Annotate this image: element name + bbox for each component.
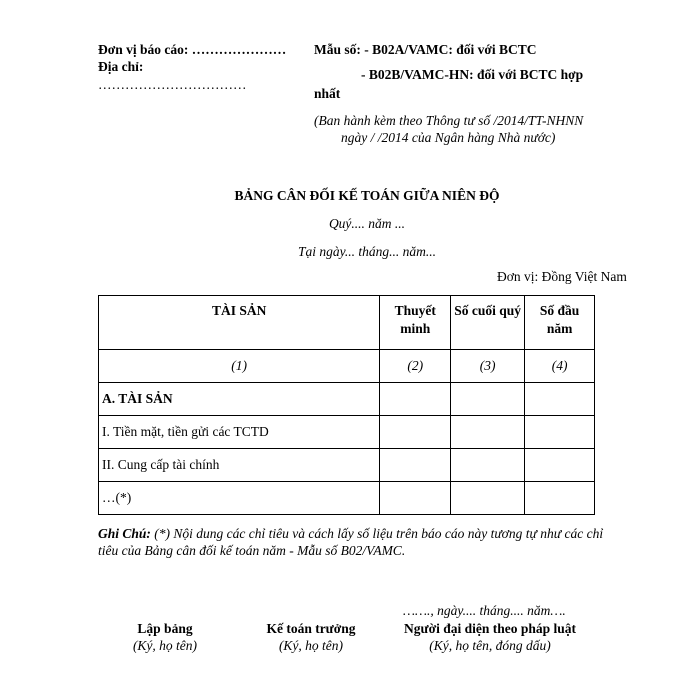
form-number-b-cont: nhất	[314, 86, 341, 101]
row-label-assets: A. TÀI SẢN	[99, 383, 380, 416]
chief-accountant-title: Kế toán trưởng	[266, 621, 356, 636]
header-assets: TÀI SẢN	[99, 296, 380, 350]
legal-rep-title: Người đại diện theo pháp luật	[404, 621, 576, 636]
table-row	[99, 482, 595, 515]
table-cell	[451, 482, 525, 515]
table-cell	[525, 383, 595, 416]
column-number: (1)	[99, 350, 380, 383]
circular-line-1: (Ban hành kèm theo Thông tư số /2014/TT-NHNN	[314, 113, 584, 128]
preparer-title: Lập bảng	[137, 621, 193, 636]
table-cell	[380, 449, 451, 482]
note-text-1: (*) Nội dung các chỉ tiêu và cách lấy số liệu trên báo cáo này tương tự như các chỉ	[150, 526, 604, 541]
quarter-line: Quý.... năm ...	[328, 216, 406, 231]
table-cell	[380, 482, 451, 515]
note-label: Ghi Chú:	[98, 526, 151, 541]
balance-sheet-table	[98, 295, 595, 515]
circular-line-2: ngày / /2014 của Ngân hàng Nhà nước)	[341, 130, 556, 145]
currency-unit: Đơn vị: Đồng Việt Nam	[497, 269, 627, 284]
table-cell	[525, 416, 595, 449]
column-number: (4)	[525, 350, 595, 383]
header-notes: Thuyết minh	[380, 296, 451, 350]
note-line-2: tiêu của Bảng cân đối kế toán năm - Mẫu số B02/VAMC.	[98, 543, 406, 558]
legal-rep-sign-note: (Ký, họ tên, đóng dấu)	[429, 638, 551, 653]
table-header-row	[99, 296, 595, 350]
row-label-financing: II. Cung cấp tài chính	[99, 449, 380, 482]
form-number-b: - B02B/VAMC-HN: đối với BCTC hợp	[361, 67, 584, 82]
table-cell	[451, 449, 525, 482]
table-cell	[525, 449, 595, 482]
table-row	[99, 383, 595, 416]
table-cell	[451, 383, 525, 416]
chief-accountant-sign-note: (Ký, họ tên)	[278, 638, 344, 653]
row-label-other: …(*)	[99, 482, 380, 515]
document-title: BẢNG CÂN ĐỐI KẾ TOÁN GIỮA NIÊN ĐỘ	[234, 188, 500, 203]
table-cell	[451, 416, 525, 449]
table-column-numbers	[99, 350, 595, 383]
header-beginning-year: Số đầu năm	[525, 296, 595, 350]
reporting-unit: Đơn vị báo cáo: …………………	[98, 42, 287, 57]
signature-date-line: ……., ngày.... tháng.... năm….	[403, 603, 566, 618]
table-cell	[525, 482, 595, 515]
column-number: (3)	[451, 350, 525, 383]
row-label-cash: I. Tiền mặt, tiền gửi các TCTD	[99, 416, 380, 449]
address-dots: ……………………………	[98, 77, 247, 92]
table-cell	[380, 383, 451, 416]
table-row	[99, 416, 595, 449]
note-line-1	[98, 526, 603, 542]
preparer-sign-note: (Ký, họ tên)	[132, 638, 198, 653]
header-end-quarter: Số cuối quý	[451, 296, 525, 350]
table-row	[99, 449, 595, 482]
form-number-a: Mẫu số: - B02A/VAMC: đối với BCTC	[314, 42, 537, 57]
address-label: Địa chỉ:	[98, 59, 144, 74]
table-cell	[380, 416, 451, 449]
column-number: (2)	[380, 350, 451, 383]
date-line: Tại ngày... tháng... năm...	[297, 244, 436, 259]
